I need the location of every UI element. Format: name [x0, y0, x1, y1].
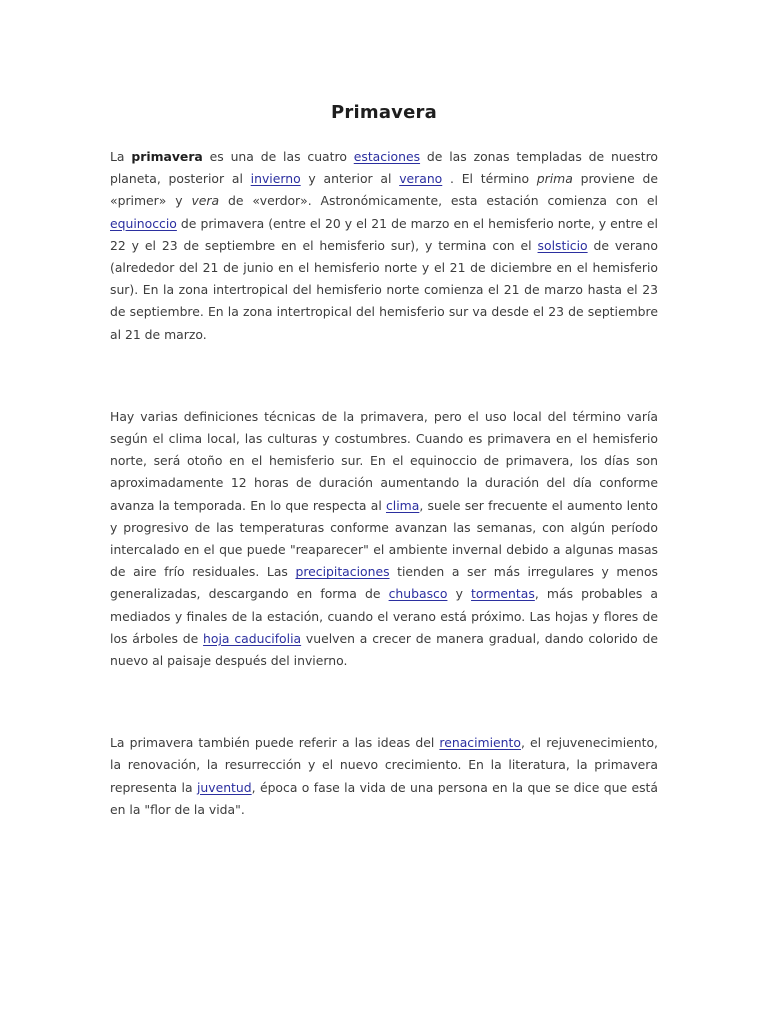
- italic-term-vera: vera: [191, 193, 220, 209]
- text-run: tienden a ser más irregulares y menos generalizadas, descargando en forma de: [110, 564, 658, 602]
- paragraph-symbolism: [110, 732, 658, 821]
- paragraph-intro: [110, 146, 658, 346]
- text-run: es una de las cuatro: [202, 149, 354, 164]
- text-run: y: [447, 586, 472, 602]
- link-estaciones[interactable]: estaciones: [353, 149, 421, 164]
- text-run: Hay varias definiciones técnicas de la primavera, pero el uso local del término varía según el clima local, las culturas y costumbres. Cuando es primavera en el hemisferio norte, será otoño en el hemisferio sur. En el equinoccio de primavera, los días son aproximadamente 12 horas de duración aumentando la duración del día conforme avanza la temporada. En lo que respecta al: [110, 408, 658, 513]
- link-clima[interactable]: clima: [385, 497, 420, 513]
- link-invierno[interactable]: invierno: [250, 171, 301, 187]
- link-tormentas[interactable]: tormentas: [471, 586, 535, 602]
- text-run: de primavera (entre el 20 y el 21 de marzo en el hemisferio norte, y entre el 22 y el 23 de septiembre en el hemisferio sur), y termina con el: [110, 215, 658, 253]
- text-run: . El término: [442, 171, 537, 187]
- bold-term-primavera: primavera: [131, 149, 203, 164]
- link-hoja-caducifolia[interactable]: hoja caducifolia: [203, 630, 302, 646]
- paragraph-definitions: [110, 406, 658, 672]
- text-run: , época o fase la vida de una persona en la que se dice que está en la "flor de la vida".: [110, 779, 658, 817]
- italic-term-prima: prima: [536, 171, 573, 187]
- text-run: proviene de «primer» y: [110, 171, 658, 209]
- link-renacimiento[interactable]: renacimiento: [439, 735, 521, 751]
- text-run: de «verdor». Astronómicamente, esta estación comienza con el: [219, 193, 659, 209]
- text-run: , suele ser frecuente el aumento lento y progresivo de las temperaturas conforme avanzan las semanas, con algún período intercalado en el que puede "reaparecer" el ambiente invernal debido a algunas masas de aire frío residuales. Las: [110, 497, 658, 580]
- page-title: Primavera: [331, 102, 437, 123]
- text-run: y anterior al: [300, 171, 400, 187]
- link-chubasco[interactable]: chubasco: [388, 586, 448, 602]
- text-run: de verano (alrededor del 21 de junio en el hemisferio norte y el 21 de diciembre en el hemisferio sur). En la zona intertropical del hemisferio norte comienza el 21 de marzo hasta el 23 de septiembre. En la zona intertropical del hemisferio sur va desde el 23 de septiembre al 21 de marzo.: [110, 237, 658, 342]
- text-run: de las zonas templadas de nuestro planeta, posterior al: [110, 149, 658, 187]
- link-verano[interactable]: verano: [399, 171, 443, 187]
- link-solsticio[interactable]: solsticio: [537, 237, 588, 253]
- text-run: vuelven a crecer de manera gradual, dando colorido de nuevo al paisaje después del invierno.: [110, 630, 659, 669]
- text-run: , el rejuvenecimiento, la renovación, la resurrección y el nuevo crecimiento. En la literatura, la primavera representa la: [110, 735, 658, 795]
- text-run: La: [110, 149, 132, 164]
- link-equinoccio[interactable]: equinoccio: [110, 215, 177, 231]
- text-run: , más probables a mediados y finales de la estación, cuando el verano está próximo. Las hojas y flores de los árboles de: [110, 586, 659, 646]
- link-precipitaciones[interactable]: precipitaciones: [295, 564, 390, 580]
- text-run: La primavera también puede referir a las ideas del: [110, 735, 440, 751]
- link-juventud[interactable]: juventud: [196, 779, 252, 795]
